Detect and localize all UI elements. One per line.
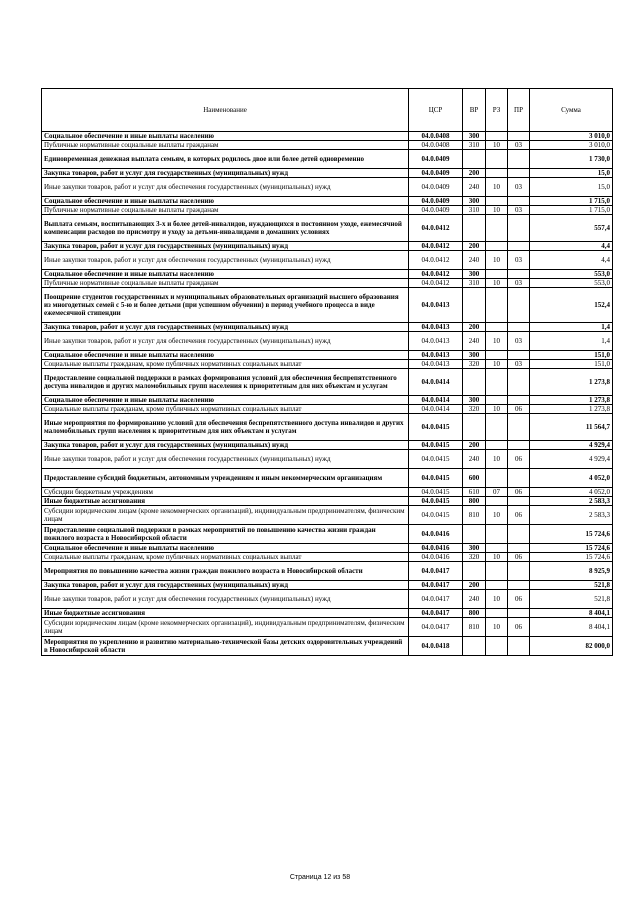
- cell-sum: 15 724,6: [530, 525, 613, 544]
- cell-name: Публичные нормативные социальные выплаты гражданам: [42, 279, 409, 288]
- cell-pr: [508, 441, 530, 450]
- cell-name: Иные закупки товаров, работ и услуг для обеспечения государственных (муниципальных) нужд: [42, 590, 409, 609]
- cell-sum: 8 404,1: [530, 618, 613, 637]
- cell-sum: 4 052,0: [530, 488, 613, 497]
- cell-rz: [486, 637, 508, 656]
- cell-rz: [486, 197, 508, 206]
- cell-name: Субсидии юридическим лицам (кроме некоммерческих организаций), индивидуальным предпринимателям, физическим лицам: [42, 618, 409, 637]
- cell-name: Единовременная денежная выплата семьям, в которых родилось двое или более детей одновременно: [42, 150, 409, 169]
- table-row: [42, 581, 613, 590]
- cell-rz: [486, 544, 508, 553]
- table-row: [42, 497, 613, 506]
- cell-pr: 06: [508, 405, 530, 414]
- cell-pr: 03: [508, 206, 530, 215]
- header-sum: Сумма: [530, 89, 613, 132]
- table-row: [42, 469, 613, 488]
- cell-vr: 200: [463, 169, 486, 178]
- cell-rz: 10: [486, 251, 508, 270]
- cell-rz: 10: [486, 405, 508, 414]
- cell-vr: 300: [463, 132, 486, 141]
- cell-name: Социальное обеспечение и иные выплаты населению: [42, 544, 409, 553]
- cell-name: Предоставление социальной поддержки в рамках мероприятий по повышению качества жизни граждан пожилого возраста в Новосибирской области: [42, 525, 409, 544]
- cell-vr: 300: [463, 544, 486, 553]
- table-row: [42, 178, 613, 197]
- cell-sum: 1,4: [530, 323, 613, 332]
- cell-sum: 15 724,6: [530, 544, 613, 553]
- table-row: [42, 169, 613, 178]
- cell-csr: 04.0.0414: [409, 405, 463, 414]
- cell-rz: [486, 270, 508, 279]
- cell-vr: 810: [463, 618, 486, 637]
- cell-rz: 10: [486, 553, 508, 562]
- cell-rz: [486, 414, 508, 441]
- cell-csr: 04.0.0412: [409, 251, 463, 270]
- header-pr: ПР: [508, 89, 530, 132]
- cell-name: Публичные нормативные социальные выплаты гражданам: [42, 206, 409, 215]
- cell-sum: 1,4: [530, 332, 613, 351]
- cell-csr: 04.0.0416: [409, 553, 463, 562]
- table-row: [42, 288, 613, 323]
- cell-rz: 10: [486, 618, 508, 637]
- cell-csr: 04.0.0413: [409, 351, 463, 360]
- cell-sum: 557,4: [530, 215, 613, 242]
- table-row: [42, 279, 613, 288]
- cell-sum: 152,4: [530, 288, 613, 323]
- cell-sum: 1 715,0: [530, 206, 613, 215]
- cell-vr: [463, 288, 486, 323]
- cell-pr: 06: [508, 618, 530, 637]
- cell-pr: 03: [508, 141, 530, 150]
- cell-sum: 1 273,8: [530, 396, 613, 405]
- cell-vr: 200: [463, 581, 486, 590]
- table-row: [42, 525, 613, 544]
- cell-vr: 320: [463, 553, 486, 562]
- cell-csr: 04.0.0415: [409, 488, 463, 497]
- table-row: [42, 609, 613, 618]
- cell-pr: [508, 169, 530, 178]
- cell-pr: 06: [508, 488, 530, 497]
- cell-vr: 200: [463, 242, 486, 251]
- cell-name: Мероприятия по повышению качества жизни граждан пожилого возраста в Новосибирской области: [42, 562, 409, 581]
- cell-rz: [486, 323, 508, 332]
- cell-name: Публичные нормативные социальные выплаты гражданам: [42, 141, 409, 150]
- table-row: [42, 450, 613, 469]
- cell-name: Иные закупки товаров, работ и услуг для обеспечения государственных (муниципальных) нужд: [42, 450, 409, 469]
- cell-name: Иные бюджетные ассигнования: [42, 609, 409, 618]
- table-row: [42, 150, 613, 169]
- cell-sum: 2 583,3: [530, 506, 613, 525]
- cell-sum: 15,0: [530, 169, 613, 178]
- cell-sum: 521,8: [530, 590, 613, 609]
- cell-sum: 521,8: [530, 581, 613, 590]
- table-row: [42, 506, 613, 525]
- cell-vr: 600: [463, 469, 486, 488]
- cell-vr: 800: [463, 497, 486, 506]
- table-row: [42, 405, 613, 414]
- cell-pr: [508, 150, 530, 169]
- cell-name: Закупка товаров, работ и услуг для государственных (муниципальных) нужд: [42, 441, 409, 450]
- cell-csr: 04.0.0412: [409, 215, 463, 242]
- cell-sum: 11 564,7: [530, 414, 613, 441]
- table-row: [42, 553, 613, 562]
- cell-pr: [508, 323, 530, 332]
- table-row: [42, 590, 613, 609]
- cell-rz: 07: [486, 488, 508, 497]
- table-row: [42, 132, 613, 141]
- table-row: [42, 544, 613, 553]
- cell-name: Социальное обеспечение и иные выплаты населению: [42, 396, 409, 405]
- cell-pr: [508, 414, 530, 441]
- table-row: [42, 197, 613, 206]
- cell-csr: 04.0.0415: [409, 441, 463, 450]
- cell-rz: [486, 215, 508, 242]
- cell-rz: [486, 369, 508, 396]
- cell-pr: [508, 132, 530, 141]
- cell-rz: 10: [486, 450, 508, 469]
- cell-csr: 04.0.0416: [409, 525, 463, 544]
- cell-vr: 240: [463, 251, 486, 270]
- cell-rz: 10: [486, 360, 508, 369]
- cell-vr: [463, 525, 486, 544]
- cell-pr: [508, 469, 530, 488]
- cell-sum: 3 010,0: [530, 132, 613, 141]
- cell-pr: [508, 609, 530, 618]
- cell-sum: 2 583,3: [530, 497, 613, 506]
- table-row: [42, 396, 613, 405]
- cell-vr: 320: [463, 360, 486, 369]
- cell-csr: 04.0.0417: [409, 609, 463, 618]
- cell-sum: 4 052,0: [530, 469, 613, 488]
- table-row: [42, 618, 613, 637]
- cell-sum: 4,4: [530, 242, 613, 251]
- cell-pr: [508, 497, 530, 506]
- cell-name: Предоставление социальной поддержки в рамках формирования условий для обеспечения беспрепятственного доступа инвалидов и других маломобильных групп населения к приоритетным для них объектам и услугам: [42, 369, 409, 396]
- table-row: [42, 270, 613, 279]
- cell-vr: 320: [463, 405, 486, 414]
- cell-name: Социальное обеспечение и иные выплаты населению: [42, 197, 409, 206]
- cell-name: Выплата семьям, воспитывающих 3-х и более детей-инвалидов, нуждающихся в постоянном уходе, ежемесячной компенсации расходов по присмотру и уходу за детьми-инвалидами в домашних условиях: [42, 215, 409, 242]
- cell-vr: [463, 215, 486, 242]
- cell-name: Иные мероприятия по формированию условий для обеспечения беспрепятственного доступа инвалидов и других маломобильных групп населения к приоритетным для них объектам и услугам: [42, 414, 409, 441]
- cell-rz: [486, 169, 508, 178]
- cell-rz: [486, 525, 508, 544]
- cell-pr: 03: [508, 251, 530, 270]
- table-row: [42, 332, 613, 351]
- cell-csr: 04.0.0409: [409, 150, 463, 169]
- cell-sum: 1 715,0: [530, 197, 613, 206]
- header-vr: ВР: [463, 89, 486, 132]
- cell-rz: [486, 441, 508, 450]
- cell-csr: 04.0.0413: [409, 332, 463, 351]
- cell-rz: 10: [486, 178, 508, 197]
- cell-name: Закупка товаров, работ и услуг для государственных (муниципальных) нужд: [42, 169, 409, 178]
- cell-csr: 04.0.0409: [409, 197, 463, 206]
- cell-name: Социальные выплаты гражданам, кроме публичных нормативных социальных выплат: [42, 553, 409, 562]
- cell-vr: 610: [463, 488, 486, 497]
- header-csr: ЦСР: [409, 89, 463, 132]
- cell-vr: 800: [463, 609, 486, 618]
- cell-name: Иные закупки товаров, работ и услуг для обеспечения государственных (муниципальных) нужд: [42, 332, 409, 351]
- page-footer: Страница 12 из 58: [289, 874, 351, 881]
- cell-csr: 04.0.0415: [409, 414, 463, 441]
- cell-pr: 03: [508, 279, 530, 288]
- cell-csr: 04.0.0413: [409, 323, 463, 332]
- cell-name: Иные закупки товаров, работ и услуг для обеспечения государственных (муниципальных) нужд: [42, 178, 409, 197]
- cell-vr: 240: [463, 590, 486, 609]
- cell-pr: [508, 197, 530, 206]
- cell-rz: 10: [486, 506, 508, 525]
- cell-csr: 04.0.0413: [409, 288, 463, 323]
- cell-csr: 04.0.0409: [409, 169, 463, 178]
- cell-csr: 04.0.0408: [409, 132, 463, 141]
- cell-rz: [486, 132, 508, 141]
- cell-sum: 151,0: [530, 351, 613, 360]
- table-row: [42, 215, 613, 242]
- cell-rz: [486, 288, 508, 323]
- cell-vr: 300: [463, 197, 486, 206]
- cell-sum: 4,4: [530, 251, 613, 270]
- cell-name: Социальное обеспечение и иные выплаты населению: [42, 132, 409, 141]
- cell-vr: 310: [463, 141, 486, 150]
- cell-name: Социальные выплаты гражданам, кроме публичных нормативных социальных выплат: [42, 360, 409, 369]
- cell-sum: 4 929,4: [530, 450, 613, 469]
- cell-vr: [463, 150, 486, 169]
- cell-rz: [486, 469, 508, 488]
- cell-pr: 03: [508, 332, 530, 351]
- cell-csr: 04.0.0418: [409, 637, 463, 656]
- cell-rz: [486, 581, 508, 590]
- cell-csr: 04.0.0409: [409, 206, 463, 215]
- header-rz: РЗ: [486, 89, 508, 132]
- cell-name: Социальное обеспечение и иные выплаты населению: [42, 351, 409, 360]
- cell-pr: 03: [508, 360, 530, 369]
- cell-pr: [508, 396, 530, 405]
- cell-csr: 04.0.0415: [409, 506, 463, 525]
- table-row: [42, 488, 613, 497]
- table-row: [42, 441, 613, 450]
- cell-vr: [463, 637, 486, 656]
- cell-name: Социальное обеспечение и иные выплаты населению: [42, 270, 409, 279]
- cell-name: Закупка товаров, работ и услуг для государственных (муниципальных) нужд: [42, 242, 409, 251]
- table-row: [42, 323, 613, 332]
- cell-pr: [508, 562, 530, 581]
- cell-csr: 04.0.0412: [409, 279, 463, 288]
- cell-csr: 04.0.0415: [409, 469, 463, 488]
- table-row: [42, 251, 613, 270]
- table-row: [42, 206, 613, 215]
- cell-name: Закупка товаров, работ и услуг для государственных (муниципальных) нужд: [42, 323, 409, 332]
- cell-name: Предоставление субсидий бюджетным, автономным учреждениям и иным некоммерческим организациям: [42, 469, 409, 488]
- cell-name: Субсидии юридическим лицам (кроме некоммерческих организаций), индивидуальным предпринимателям, физическим лицам: [42, 506, 409, 525]
- table-row: [42, 242, 613, 251]
- cell-rz: [486, 242, 508, 251]
- cell-pr: [508, 544, 530, 553]
- cell-csr: 04.0.0417: [409, 581, 463, 590]
- cell-pr: [508, 637, 530, 656]
- cell-vr: [463, 369, 486, 396]
- cell-name: Закупка товаров, работ и услуг для государственных (муниципальных) нужд: [42, 581, 409, 590]
- cell-csr: 04.0.0409: [409, 178, 463, 197]
- cell-pr: 06: [508, 590, 530, 609]
- cell-vr: 200: [463, 323, 486, 332]
- cell-rz: 10: [486, 590, 508, 609]
- table-row: [42, 369, 613, 396]
- cell-csr: 04.0.0414: [409, 369, 463, 396]
- cell-csr: 04.0.0408: [409, 141, 463, 150]
- table-row: [42, 360, 613, 369]
- cell-sum: 1 273,8: [530, 405, 613, 414]
- cell-pr: 06: [508, 450, 530, 469]
- cell-name: Поощрение студентов государственных и муниципальных образовательных организаций высшего образования из многодетных семей с 5-ю и более детьми (при успешном обучении) в период учебного процесса в виде ежемесячной стипендии: [42, 288, 409, 323]
- cell-vr: 310: [463, 279, 486, 288]
- cell-name: Иные бюджетные ассигнования: [42, 497, 409, 506]
- cell-vr: 240: [463, 450, 486, 469]
- cell-pr: [508, 525, 530, 544]
- cell-pr: 06: [508, 553, 530, 562]
- cell-vr: 310: [463, 206, 486, 215]
- cell-csr: 04.0.0417: [409, 618, 463, 637]
- budget-table: [41, 88, 613, 656]
- cell-sum: 4 929,4: [530, 441, 613, 450]
- cell-sum: 82 000,0: [530, 637, 613, 656]
- cell-csr: 04.0.0413: [409, 360, 463, 369]
- cell-pr: 06: [508, 506, 530, 525]
- cell-sum: 1 273,8: [530, 369, 613, 396]
- cell-vr: 810: [463, 506, 486, 525]
- cell-rz: [486, 609, 508, 618]
- cell-sum: 15 724,6: [530, 553, 613, 562]
- header-name: Наименование: [42, 89, 409, 132]
- cell-pr: 03: [508, 178, 530, 197]
- cell-sum: 3 010,0: [530, 141, 613, 150]
- table-body: [42, 132, 613, 656]
- cell-pr: [508, 351, 530, 360]
- cell-name: Субсидии бюджетным учреждениям: [42, 488, 409, 497]
- cell-rz: 10: [486, 279, 508, 288]
- cell-csr: 04.0.0417: [409, 562, 463, 581]
- cell-csr: 04.0.0416: [409, 544, 463, 553]
- table-header-row: [42, 89, 613, 132]
- cell-name: Иные закупки товаров, работ и услуг для обеспечения государственных (муниципальных) нужд: [42, 251, 409, 270]
- cell-vr: 300: [463, 396, 486, 405]
- cell-sum: 1 730,0: [530, 150, 613, 169]
- cell-rz: [486, 351, 508, 360]
- cell-rz: [486, 150, 508, 169]
- cell-csr: 04.0.0414: [409, 396, 463, 405]
- cell-sum: 15,0: [530, 178, 613, 197]
- cell-vr: 240: [463, 332, 486, 351]
- cell-name: Мероприятия по укреплению и развитию материально-технической базы детских оздоровительных учреждений в Новосибирской области: [42, 637, 409, 656]
- cell-rz: [486, 497, 508, 506]
- cell-csr: 04.0.0415: [409, 450, 463, 469]
- cell-rz: [486, 396, 508, 405]
- cell-rz: 10: [486, 332, 508, 351]
- cell-sum: 8 925,9: [530, 562, 613, 581]
- cell-pr: [508, 270, 530, 279]
- cell-csr: 04.0.0417: [409, 590, 463, 609]
- cell-sum: 8 404,1: [530, 609, 613, 618]
- cell-pr: [508, 215, 530, 242]
- cell-vr: 240: [463, 178, 486, 197]
- cell-pr: [508, 288, 530, 323]
- cell-csr: 04.0.0415: [409, 497, 463, 506]
- cell-rz: 10: [486, 206, 508, 215]
- cell-sum: 151,0: [530, 360, 613, 369]
- table-row: [42, 637, 613, 656]
- cell-pr: [508, 369, 530, 396]
- cell-pr: [508, 242, 530, 251]
- cell-vr: 200: [463, 441, 486, 450]
- table-row: [42, 562, 613, 581]
- table-row: [42, 414, 613, 441]
- table-row: [42, 351, 613, 360]
- cell-rz: [486, 562, 508, 581]
- cell-name: Социальные выплаты гражданам, кроме публичных нормативных социальных выплат: [42, 405, 409, 414]
- cell-rz: 10: [486, 141, 508, 150]
- cell-vr: [463, 414, 486, 441]
- cell-vr: 300: [463, 351, 486, 360]
- cell-pr: [508, 581, 530, 590]
- cell-csr: 04.0.0412: [409, 242, 463, 251]
- cell-csr: 04.0.0412: [409, 270, 463, 279]
- cell-vr: 300: [463, 270, 486, 279]
- cell-vr: [463, 562, 486, 581]
- cell-sum: 553,0: [530, 270, 613, 279]
- table-row: [42, 141, 613, 150]
- cell-sum: 553,0: [530, 279, 613, 288]
